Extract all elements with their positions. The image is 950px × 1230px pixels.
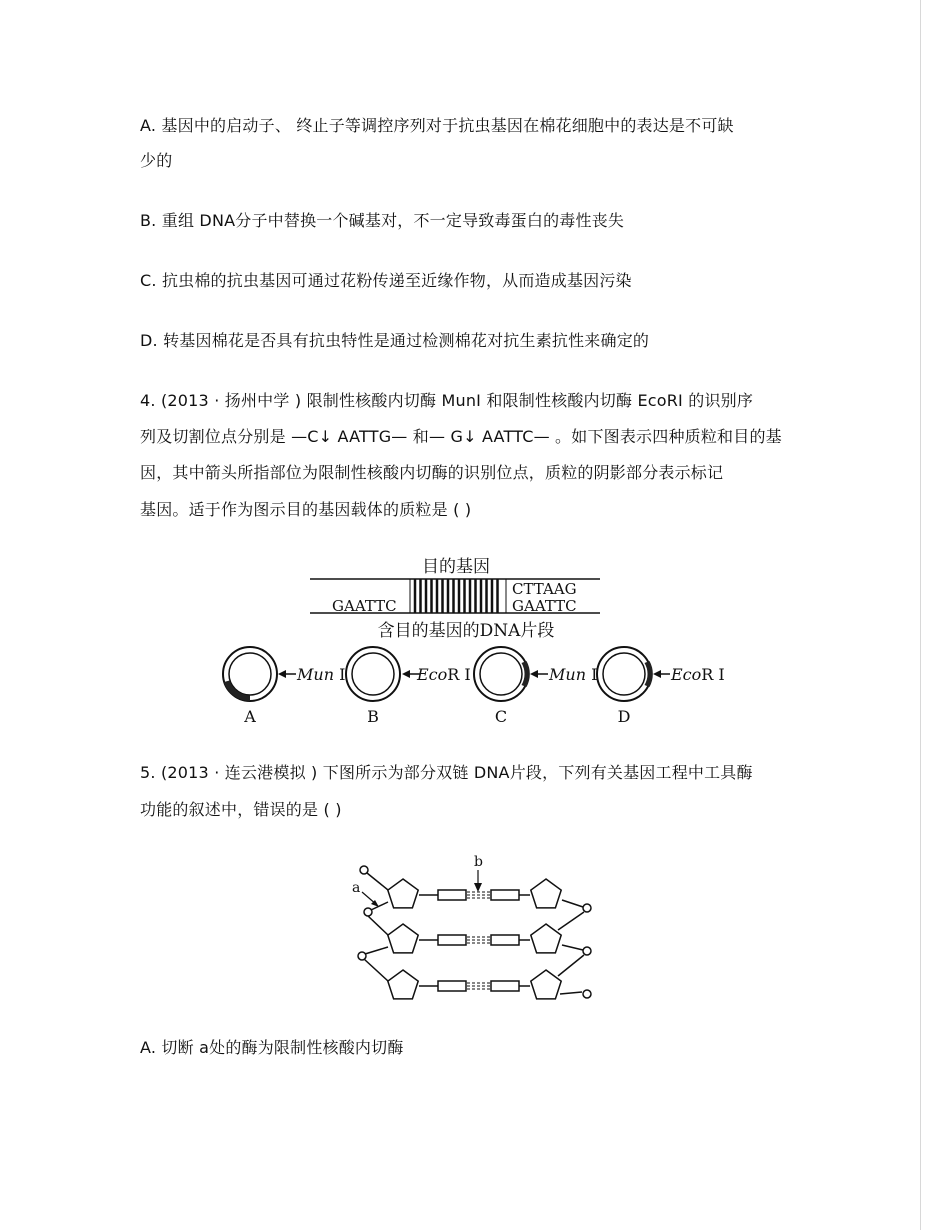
plasmid-a [223, 647, 345, 726]
left-base [438, 890, 466, 900]
question-4-line-3: 因，其中箭头所指部位为限制性核酸内切酶的识别位点，质粒的阴影部分表示标记 [140, 463, 724, 482]
page-edge [920, 0, 921, 1230]
right-top-sequence: CTTAAG [512, 580, 577, 598]
option-5a-line: A. 切断 a处的酶为限制性核酸内切酶 [140, 1038, 404, 1057]
backbone-bond [558, 912, 584, 930]
dna-fragment-figure [340, 850, 610, 1010]
plasmid-b-letter: B [367, 707, 379, 726]
gene-hatch [415, 579, 498, 613]
option-a-line-1: A. 基因中的启动子、 终止子等调控序列对于抗虫基因在棉花细胞中的表达是不可缺 [140, 116, 734, 135]
plasmid-d [597, 647, 725, 726]
question-5-line-2: 功能的叙述中，错误的是 ( ) [140, 800, 342, 819]
phosphate [583, 990, 591, 998]
backbone-bond [562, 945, 583, 950]
right-sugar [531, 879, 561, 908]
plasmid-c-enzyme: Mun Ⅰ [549, 665, 598, 684]
option-a-line-2: 少的 [140, 151, 173, 170]
plasmid-d-letter: D [617, 707, 631, 726]
backbone-bond [364, 959, 388, 981]
plasmid-c [474, 647, 597, 726]
phosphate [360, 866, 368, 874]
question-4-line-2: 列及切割位点分别是 —C↓ AATTG— 和— G↓ AATTC— 。如下图表示四种质粒和目的基 [140, 427, 782, 446]
label-b: b [474, 854, 483, 870]
right-sugar [531, 970, 561, 999]
backbone-bond [365, 947, 388, 954]
backbone-bond [367, 873, 388, 890]
phosphate [583, 904, 591, 912]
question-4-line-1: 4. (2013 · 扬州中学 ) 限制性核酸内切酶 MunⅠ 和限制性核酸内切酶 EcoRⅠ 的识别序 [140, 391, 754, 410]
left-base [438, 935, 466, 945]
left-base [438, 981, 466, 991]
right-base [491, 890, 519, 900]
right-bottom-sequence: GAATTC [512, 597, 577, 615]
left-sequence: GAATTC [332, 597, 397, 615]
left-sugar [388, 879, 418, 908]
gene-label: 目的基因 [422, 557, 490, 577]
question-4-line-4: 基因。适于作为图示目的基因载体的质粒是 ( ) [140, 500, 472, 519]
option-d-line: D. 转基因棉花是否具有抗虫特性是通过检测棉花对抗生素抗性来确定的 [140, 331, 650, 350]
plasmid-b [346, 647, 471, 726]
plasmid-d-enzyme: EcoR Ⅰ [671, 665, 725, 684]
question-5-line-1: 5. (2013 · 连云港模拟 ) 下图所示为部分双链 DNA片段，下列有关基因工程中工具酶 [140, 763, 753, 782]
backbone-bond [560, 992, 582, 994]
right-sugar [531, 924, 561, 953]
right-base [491, 981, 519, 991]
dna-strands [358, 866, 591, 999]
backbone-bond [562, 900, 583, 907]
backbone-bond [368, 916, 388, 935]
left-sugar [388, 970, 418, 999]
plasmid-figure [210, 550, 740, 730]
phosphate [364, 908, 372, 916]
plasmid-a-enzyme: Mun Ⅰ [297, 665, 346, 684]
plasmid-b-enzyme: EcoR Ⅰ [417, 665, 471, 684]
plasmid-c-letter: C [494, 707, 508, 726]
option-c-line: C. 抗虫棉的抗虫基因可通过花粉传递至近缘作物，从而造成基因污染 [140, 271, 632, 290]
right-base [491, 935, 519, 945]
phosphate [583, 947, 591, 955]
option-b-line: B. 重组 DNA分子中替换一个碱基对，不一定导致毒蛋白的毒性丧失 [140, 211, 625, 230]
label-a: a [352, 880, 361, 896]
fragment-caption: 含目的基因的DNA片段 [377, 621, 555, 641]
plasmid-a-letter: A [244, 707, 256, 726]
backbone-bond [558, 955, 584, 976]
left-sugar [388, 924, 418, 953]
